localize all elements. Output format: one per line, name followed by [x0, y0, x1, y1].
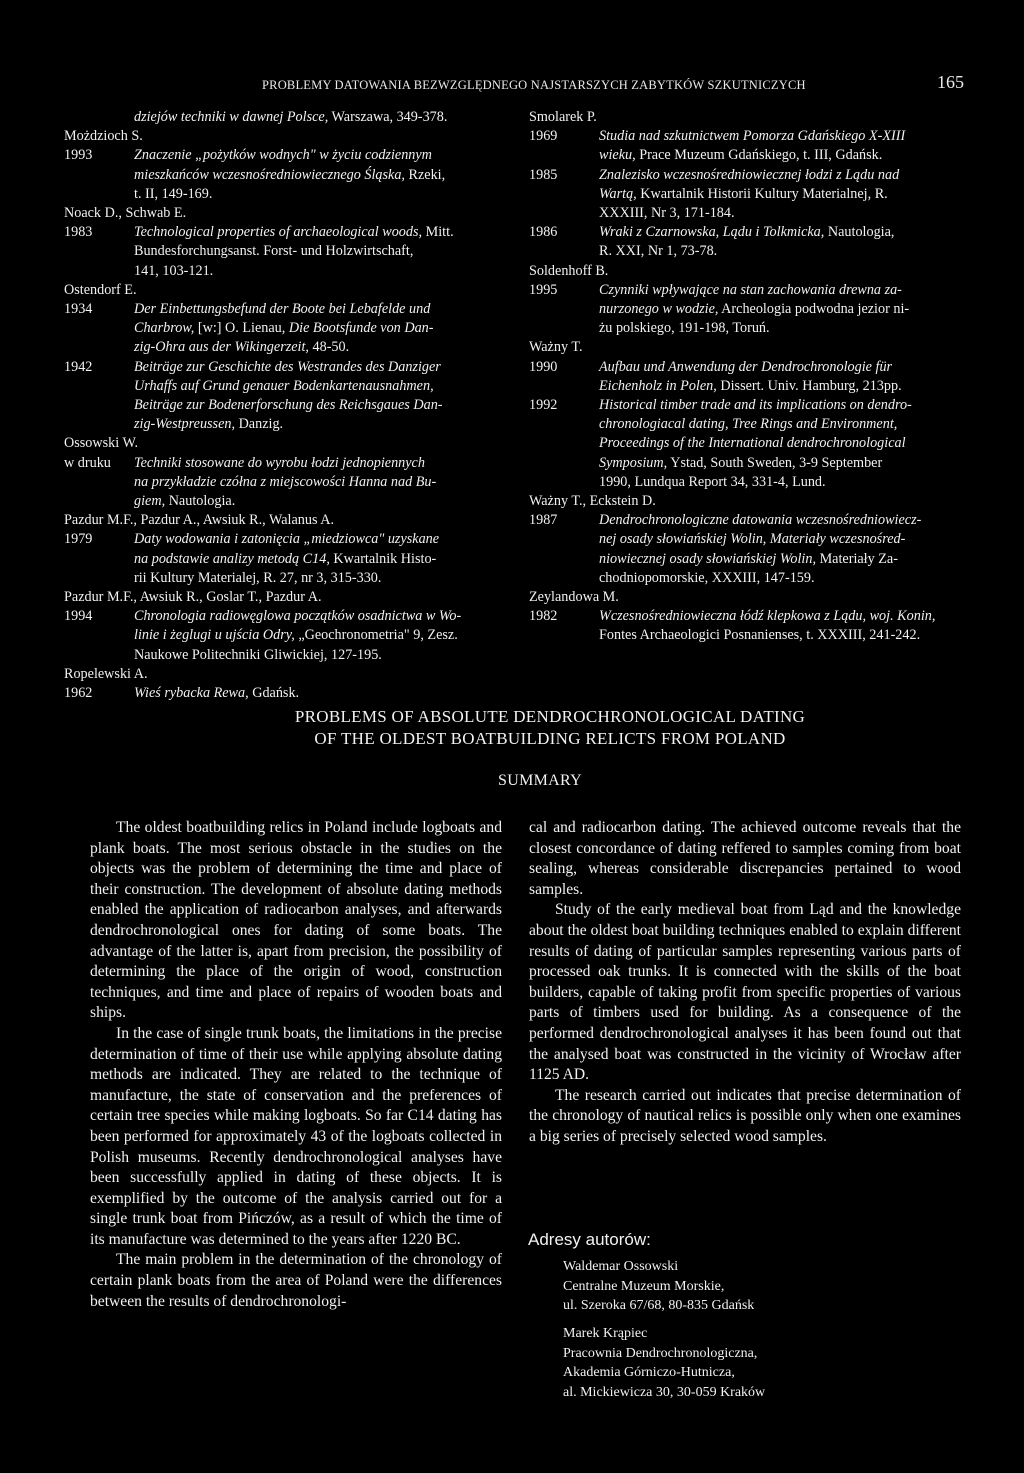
reference-line: [134, 242, 504, 261]
reference-author: Ważny T.: [529, 339, 583, 356]
reference-entry: [529, 166, 979, 224]
reference-author: Soldenhoff B.: [529, 262, 609, 279]
reference-line: [134, 607, 504, 626]
reference-line: [599, 242, 979, 261]
text-segment: Nautologia,: [824, 224, 895, 241]
summary-title-line: PROBLEMS OF ABSOLUTE DENDROCHRONOLOGICAL DATING: [294, 707, 806, 726]
reference-entry: [529, 396, 979, 492]
reference-line: [599, 127, 979, 146]
summary-paragraph: Study of the early medieval boat from Ląd and the knowledge about the oldest boat building techniques enabled to explain different results of dating of particular samples representing various parts of processed oak trunks. It is connected with the skills of the boat builders, capable of taking profit from specific properties of various parts of timbers used for building. As a consequence of the performed dendrochronological analyses it has been found out that the analysed boat was constructed in the vicinity of Wrocław after 1125 AD.: [529, 901, 961, 1084]
summary-heading: SUMMARY: [498, 772, 582, 789]
text-segment: żu polskiego, 191-198, Toruń.: [599, 320, 770, 337]
text-segment: Bundesforchungsanst. Forst- und Holzwirtschaft,: [134, 243, 414, 260]
text-segment: [w:] O. Lienau,: [194, 320, 289, 337]
text-segment: Materiały Za-: [816, 550, 898, 567]
address-line: ul. Szeroka 67/68, 80-835 Gdańsk: [563, 1298, 755, 1313]
page-number: 165: [937, 72, 964, 92]
reference-body: [134, 358, 504, 435]
reference-line: [599, 185, 979, 204]
reference-line: [134, 166, 504, 185]
reference-line: [134, 530, 504, 549]
reference-body: [134, 454, 504, 512]
summary-paragraph: The main problem in the determination of the chronology of certain plank boats from the area of Poland were the differences between the results of dendrochronologi-: [90, 1251, 502, 1310]
reference-body: [599, 511, 979, 588]
italic-title-segment: Technological properties of archaeological woods,: [134, 224, 423, 241]
reference-line: [599, 204, 979, 223]
text-segment: Kwartalnik Historii Kultury Materialnej, R.: [636, 185, 888, 202]
reference-line: [134, 358, 504, 377]
reference-entry: [529, 607, 979, 645]
text-segment: R. XXI, Nr 1, 73-78.: [599, 243, 718, 260]
references-left-column: [64, 108, 504, 703]
reference-continuation: [64, 108, 504, 127]
reference-line: [134, 338, 504, 357]
italic-title-segment: Daty wodowania i zatonięcia „miedziowca" uzyskane: [134, 531, 440, 548]
reference-entry: [64, 300, 504, 358]
reference-year: 1992: [529, 397, 558, 414]
italic-title-segment: Wczesnośredniowieczna łódź klepkowa z Lądu, woj. Konin,: [599, 608, 936, 625]
reference-line: [599, 415, 979, 434]
italic-title-segment: zig-Westpreussen,: [134, 416, 236, 433]
reference-author: Pazdur M.F., Pazdur A., Awsiuk R., Walanus A.: [64, 512, 335, 529]
italic-title-segment: Chronologia radiowęglowa początków osadnictwa w Wo-: [134, 608, 462, 625]
italic-title-segment: Czynniki wpływające na stan zachowania drewna za-: [599, 281, 902, 298]
reference-line: [599, 146, 979, 165]
text-segment: Kwartalnik Histo-: [329, 550, 437, 567]
italic-title-segment: nej osady słowiańskiej Wolin, Materiały wczesnośred-: [599, 531, 906, 548]
italic-title-segment: Historical timber trade and its implications on dendro-: [599, 397, 912, 414]
italic-title-segment: na podstawie analizy metodą C14,: [134, 550, 330, 567]
reference-body: [134, 300, 504, 358]
reference-year: 1994: [64, 608, 93, 625]
italic-title-segment: chronologiacal dating, Tree Rings and Environment,: [599, 416, 898, 433]
reference-entry: [64, 358, 504, 435]
reference-year: 1990: [529, 358, 558, 375]
reference-line: [599, 454, 979, 473]
text-segment: Warszawa, 349-378.: [328, 109, 448, 125]
reference-line: [599, 281, 979, 300]
italic-title-segment: Studia nad szkutnictwem Pomorza Gdańskiego X-XIII: [599, 128, 906, 145]
italic-title-segment: wieku,: [599, 147, 636, 164]
italic-title-segment: Der Einbettungsbefund der Boote bei Lebafelde und: [134, 301, 431, 318]
reference-entry: [64, 146, 504, 204]
address-line: Pracownia Dendrochronologiczna,: [563, 1345, 758, 1361]
reference-line: [599, 223, 979, 242]
reference-line: [599, 434, 979, 453]
reference-line: [599, 377, 979, 396]
reference-entry: [64, 684, 504, 703]
reference-line: [134, 396, 504, 415]
reference-body: [134, 108, 504, 127]
italic-title-segment: Charbrow,: [134, 320, 195, 337]
reference-line: [599, 319, 979, 338]
text-segment: chodniopomorskie, XXXIII, 147-159.: [599, 569, 815, 586]
reference-body: [134, 530, 504, 588]
reference-line: [599, 166, 979, 185]
reference-year: 1995: [529, 281, 558, 298]
text-segment: rii Kultury Materialej, R. 27, nr 3, 315-330.: [134, 569, 382, 586]
italic-title-segment: Znalezisko wczesnośredniowiecznej łodzi z Lądu nad: [599, 166, 900, 183]
summary-paragraph: The oldest boatbuilding relics in Poland include logboats and plank boats. The most serious obstacle in the studies on the objects was the problem of determining the time and place of their construction. The development of absolute dating methods enabled the application of radiocarbon analyses, and afterwards dendrochronological ones for dating of some boats. The advantage of the latter is, apart from precision, the possibility of determining the place of the origin of wood, construction techniques, and time and place of repairs of wooden boats and ships.: [90, 819, 502, 1022]
reference-line: [599, 300, 979, 319]
text-segment: 141, 103-121.: [134, 262, 214, 279]
summary-right-column: [529, 818, 961, 1148]
author-address-2: [563, 1324, 765, 1402]
reference-author: Ossowski W.: [64, 435, 139, 452]
reference-year: 1934: [64, 301, 93, 318]
text-segment: Rzeki,: [404, 166, 446, 183]
author-address-1: [563, 1257, 754, 1316]
reference-entry: [64, 607, 504, 665]
text-segment: XXXIII, Nr 3, 171-184.: [599, 205, 735, 222]
reference-line: [134, 569, 504, 588]
reference-year: 1983: [64, 224, 93, 241]
text-segment: Archeologia podwodna jezior ni-: [718, 301, 910, 318]
italic-title-segment: Beiträge zur Bodenerforschung des Reichsgaues Dan-: [134, 397, 443, 414]
reference-line: [134, 185, 504, 204]
reference-line: [134, 684, 504, 703]
reference-line: [134, 646, 504, 665]
reference-entry: [529, 511, 979, 588]
reference-line: [134, 146, 504, 165]
addresses-title: Adresy autorów:: [528, 1230, 651, 1249]
reference-author: Pazdur M.F., Awsiuk R., Goslar T., Pazdur A.: [64, 589, 322, 606]
address-line: Akademia Górniczo-Hutnicza,: [563, 1365, 735, 1380]
reference-body: [599, 127, 979, 165]
italic-title-segment: niowiecznej osady słowiańskiej Wolin,: [599, 550, 817, 567]
reference-line: [599, 550, 979, 569]
text-segment: „Geochronometria" 9, Zesz.: [294, 627, 458, 644]
italic-title-segment: Znaczenie „pożytków wodnych" w życiu codziennym: [134, 147, 432, 164]
reference-body: [134, 684, 504, 703]
reference-line: [134, 454, 504, 473]
reference-entry: [529, 223, 979, 261]
reference-body: [599, 358, 979, 396]
text-segment: Nautologia.: [165, 493, 236, 510]
text-segment: Mitt.: [422, 224, 454, 241]
reference-line: [599, 358, 979, 377]
text-segment: t. II, 149-169.: [134, 185, 213, 202]
italic-title-segment: linie i żeglugi u ujścia Odry,: [134, 627, 295, 644]
reference-body: [599, 607, 979, 645]
italic-title-segment: Beiträge zur Geschichte des Westrandes des Danziger: [134, 358, 441, 375]
reference-author: Ważny T., Eckstein D.: [529, 493, 656, 510]
reference-line: [134, 300, 504, 319]
reference-body: [599, 166, 979, 224]
text-segment: Ystad, South Sweden, 3-9 September: [667, 454, 883, 471]
reference-line: [134, 262, 504, 281]
italic-title-segment: nurzonego w wodzie,: [599, 301, 719, 318]
reference-entry: [529, 281, 979, 339]
reference-entry: [529, 358, 979, 396]
address-line: Marek Krąpiec: [563, 1326, 648, 1341]
italic-title-segment: na przykładzie czółna z miejscowości Hanna nad Bu-: [134, 473, 437, 490]
reference-body: [134, 223, 504, 281]
summary-paragraph: In the case of single trunk boats, the limitations in the precise determination of time of their use while applying absolute dating methods are indicated. They are related to the technique of manufacture, the state of conservation and the preferences of certain tree species while making logboats. So far C14 dating has been performed for approximately 43 of the logboats collected in Polish museums. Recently dendrochronological analyses have been successfully applied in dating of these objects. It is exemplified by the outcome of the analysis carried out for a single trunk boat from Pińczów, as a result of which the time of its manufacture was determined to the years after 1220 BC.: [90, 1024, 502, 1248]
reference-author: Możdzioch S.: [64, 128, 143, 145]
reference-year-spacer: [64, 108, 134, 127]
reference-entry: [64, 223, 504, 281]
reference-year: 1986: [529, 224, 558, 241]
address-line: Waldemar Ossowski: [563, 1259, 679, 1274]
text-segment: Prace Muzeum Gdańskiego, t. III, Gdańsk.: [635, 147, 883, 164]
reference-line: [599, 607, 979, 626]
reference-line: [134, 492, 504, 511]
running-head: PROBLEMY DATOWANIA BEZWZGLĘDNEGO NAJSTARSZYCH ZABYTKÓW SZKUTNICZYCH: [262, 78, 806, 92]
address-line: al. Mickiewicza 30, 30-059 Kraków: [563, 1384, 766, 1400]
reference-line: [599, 511, 979, 530]
italic-title-segment: Die Bootsfunde von Dan-: [288, 320, 434, 337]
text-segment: Naukowe Politechniki Gliwickiej, 127-195.: [134, 646, 382, 663]
reference-line: [599, 396, 979, 415]
reference-author: Ropelewski A.: [64, 665, 148, 682]
reference-line: [134, 473, 504, 492]
reference-year: 1969: [529, 128, 558, 145]
references-right-column: [529, 108, 979, 646]
reference-year: 1993: [64, 147, 93, 164]
summary-paragraph: The research carried out indicates that precise determination of the chronology of nautical relics is possible only when one examines a big series of precisely selected wood samples.: [529, 1086, 961, 1145]
italic-title-segment: Techniki stosowane do wyrobu łodzi jednopiennych: [134, 454, 425, 471]
reference-line: [134, 377, 504, 396]
italic-title-segment: Wraki z Czarnowska, Lądu i Tolkmicka,: [599, 224, 825, 241]
reference-year: 1962: [64, 685, 93, 702]
reference-line: [134, 626, 504, 645]
reference-year: w druku: [64, 454, 111, 471]
reference-body: [134, 146, 504, 204]
italic-title-segment: Proceedings of the International dendrochronological: [599, 435, 906, 452]
reference-body: [599, 223, 979, 261]
reference-year: 1982: [529, 608, 558, 625]
reference-line: [134, 319, 504, 338]
italic-title-segment: zig-Ohra aus der Wikingerzeit,: [134, 339, 309, 356]
text-segment: 48-50.: [308, 339, 350, 356]
reference-line: [134, 223, 504, 242]
reference-body: [134, 607, 504, 665]
reference-line: [599, 626, 979, 645]
reference-line: [599, 569, 979, 588]
italic-title-segment: Wartą,: [599, 185, 637, 202]
reference-author: Zeylandowa M.: [529, 589, 619, 606]
reference-body: [599, 281, 979, 339]
text-segment: Danzig.: [235, 416, 284, 433]
text-segment: Dissert. Univ. Hamburg, 213pp.: [716, 377, 902, 394]
summary-paragraph: cal and radiocarbon dating. The achieved outcome reveals that the closest concordance of dating reffered to samples coming from boat sealing, whereas considerable discrepancies pertained to wood samples.: [529, 819, 961, 898]
italic-title-segment: giem,: [134, 493, 166, 510]
address-line: Centralne Muzeum Morskie,: [563, 1278, 725, 1294]
summary-title-line: OF THE OLDEST BOATBUILDING RELICTS FROM POLAND: [314, 729, 786, 748]
text-segment: Gdańsk.: [248, 685, 300, 702]
italic-title-segment: Aufbau und Anwendung der Dendrochronologie für: [599, 358, 893, 375]
reference-year: 1979: [64, 531, 93, 548]
italic-title-segment: Symposium,: [599, 454, 668, 471]
reference-entry: [64, 454, 504, 512]
italic-title-segment: Wieś rybacka Rewa,: [134, 685, 249, 702]
reference-line: [134, 550, 504, 569]
reference-line: [134, 415, 504, 434]
summary-left-column: [90, 818, 502, 1312]
reference-author: Noack D., Schwab E.: [64, 205, 187, 222]
reference-line: [599, 473, 979, 492]
reference-body: [599, 396, 979, 492]
text-segment: Fontes Archaeologici Posnanienses, t. XXXIII, 241-242.: [599, 627, 921, 644]
italic-title-segment: Dendrochronologiczne datowania wczesnośredniowiecz-: [599, 512, 922, 529]
reference-author: Smolarek P.: [529, 109, 597, 125]
reference-author: Ostendorf E.: [64, 281, 137, 298]
italic-title-segment: Eichenholz in Polen,: [599, 377, 717, 394]
reference-year: 1987: [529, 512, 558, 529]
italic-title-segment: dziejów techniki w dawnej Polsce,: [134, 109, 329, 125]
summary-title: [160, 706, 940, 750]
reference-line: [599, 530, 979, 549]
reference-entry: [64, 530, 504, 588]
reference-year: 1942: [64, 358, 93, 375]
italic-title-segment: Urhaffs auf Grund genauer Bodenkartenausnahmen,: [134, 377, 434, 394]
reference-year: 1985: [529, 166, 558, 183]
text-segment: 1990, Lundqua Report 34, 331-4, Lund.: [599, 473, 826, 490]
italic-title-segment: mieszkańców wczesnośredniowiecznego Śląska,: [134, 166, 405, 183]
reference-entry: [529, 127, 979, 165]
